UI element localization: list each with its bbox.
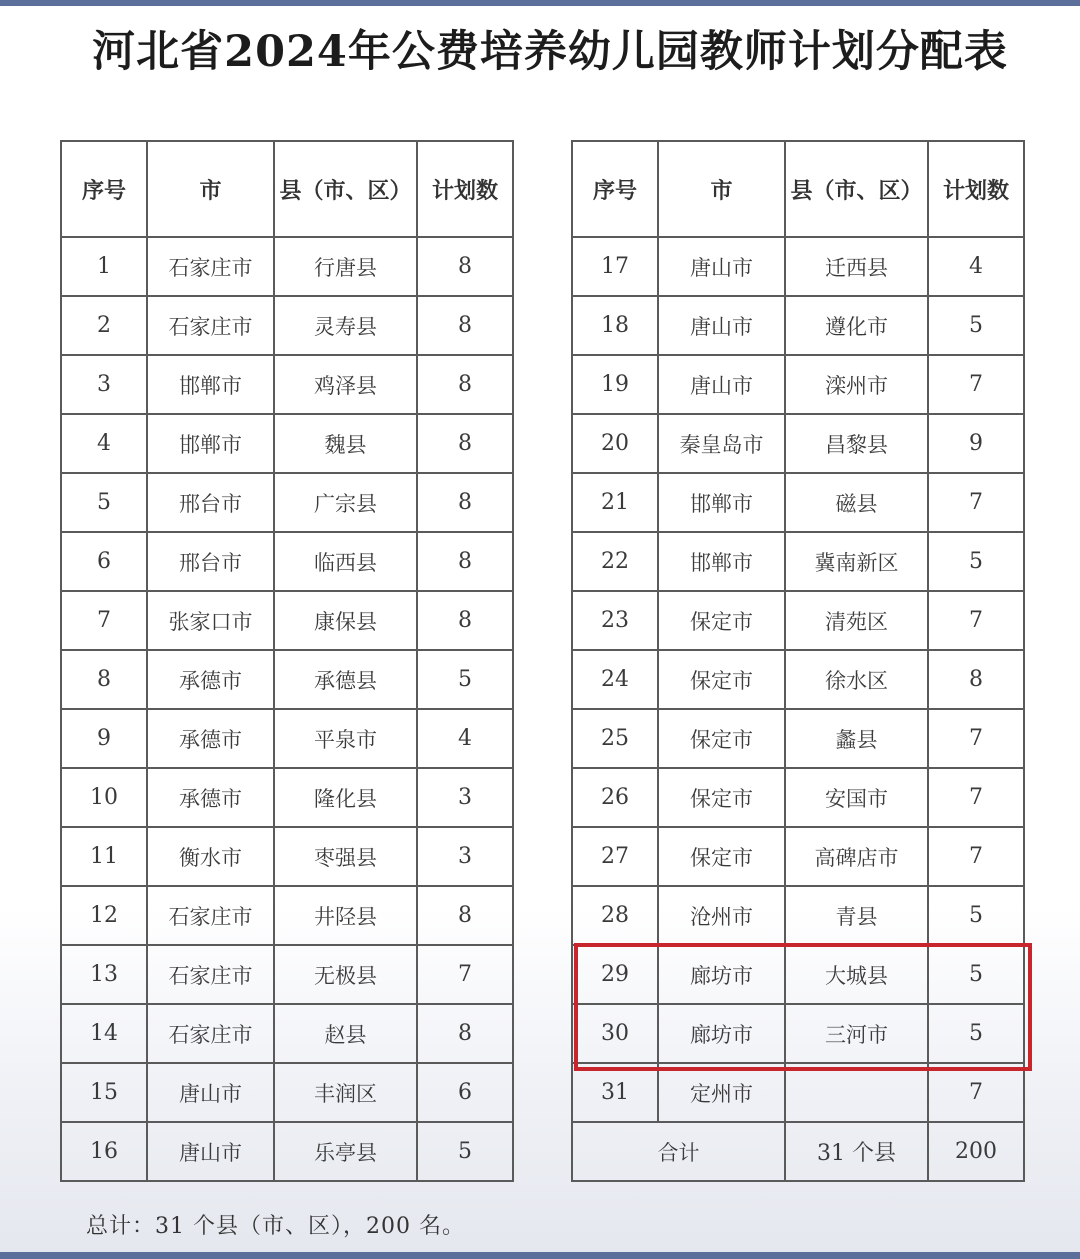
cell-plan: 8 xyxy=(417,591,513,650)
cell-county: 高碑店市 xyxy=(785,827,928,886)
cell-county xyxy=(785,1063,928,1122)
table-row xyxy=(572,296,1024,355)
cell-county: 枣强县 xyxy=(274,827,417,886)
cell-plan: 5 xyxy=(928,1004,1024,1063)
table-row xyxy=(572,473,1024,532)
cell-plan: 8 xyxy=(417,1004,513,1063)
cell-seq: 29 xyxy=(572,945,658,1004)
table-row xyxy=(61,532,513,591)
cell-seq: 7 xyxy=(61,591,147,650)
total-counties: 31 个县 xyxy=(785,1122,928,1181)
cell-city: 保定市 xyxy=(658,650,785,709)
cell-city: 邯郸市 xyxy=(658,532,785,591)
cell-seq: 14 xyxy=(61,1004,147,1063)
cell-city: 秦皇岛市 xyxy=(658,414,785,473)
header-city: 市 xyxy=(147,141,274,237)
cell-seq: 6 xyxy=(61,532,147,591)
cell-city: 保定市 xyxy=(658,768,785,827)
table-header-row xyxy=(572,141,1024,237)
cell-city: 邢台市 xyxy=(147,532,274,591)
cell-plan: 3 xyxy=(417,827,513,886)
cell-seq: 5 xyxy=(61,473,147,532)
cell-county: 磁县 xyxy=(785,473,928,532)
table-row xyxy=(61,473,513,532)
cell-plan: 5 xyxy=(417,650,513,709)
cell-county: 大城县 xyxy=(785,945,928,1004)
cell-plan: 8 xyxy=(417,296,513,355)
cell-seq: 17 xyxy=(572,237,658,296)
table-header-row xyxy=(61,141,513,237)
table-row xyxy=(572,414,1024,473)
cell-county: 广宗县 xyxy=(274,473,417,532)
total-label: 合计 xyxy=(572,1122,785,1181)
cell-plan: 8 xyxy=(417,414,513,473)
header-city: 市 xyxy=(658,141,785,237)
cell-seq: 15 xyxy=(61,1063,147,1122)
cell-county: 丰润区 xyxy=(274,1063,417,1122)
cell-seq: 16 xyxy=(61,1122,147,1181)
cell-seq: 4 xyxy=(61,414,147,473)
table-row xyxy=(572,709,1024,768)
cell-city: 唐山市 xyxy=(658,237,785,296)
cell-city: 石家庄市 xyxy=(147,886,274,945)
cell-seq: 2 xyxy=(61,296,147,355)
cell-county: 滦州市 xyxy=(785,355,928,414)
cell-city: 石家庄市 xyxy=(147,1004,274,1063)
cell-seq: 31 xyxy=(572,1063,658,1122)
cell-county: 乐亭县 xyxy=(274,1122,417,1181)
cell-seq: 8 xyxy=(61,650,147,709)
cell-city: 唐山市 xyxy=(658,355,785,414)
table-row xyxy=(572,945,1024,1004)
cell-seq: 13 xyxy=(61,945,147,1004)
table-row xyxy=(61,886,513,945)
cell-county: 魏县 xyxy=(274,414,417,473)
cell-county: 三河市 xyxy=(785,1004,928,1063)
cell-seq: 12 xyxy=(61,886,147,945)
header-plan: 计划数 xyxy=(928,141,1024,237)
cell-seq: 25 xyxy=(572,709,658,768)
cell-city: 邯郸市 xyxy=(147,414,274,473)
cell-seq: 20 xyxy=(572,414,658,473)
cell-city: 衡水市 xyxy=(147,827,274,886)
cell-county: 无极县 xyxy=(274,945,417,1004)
cell-seq: 19 xyxy=(572,355,658,414)
cell-county: 赵县 xyxy=(274,1004,417,1063)
cell-county: 迁西县 xyxy=(785,237,928,296)
cell-county: 临西县 xyxy=(274,532,417,591)
table-row xyxy=(572,355,1024,414)
table-row xyxy=(61,355,513,414)
cell-county: 安国市 xyxy=(785,768,928,827)
table-row xyxy=(572,768,1024,827)
cell-city: 石家庄市 xyxy=(147,296,274,355)
cell-seq: 22 xyxy=(572,532,658,591)
cell-plan: 5 xyxy=(928,945,1024,1004)
cell-seq: 3 xyxy=(61,355,147,414)
cell-city: 保定市 xyxy=(658,591,785,650)
header-county: 县（市、区） xyxy=(785,141,928,237)
header-plan: 计划数 xyxy=(417,141,513,237)
cell-plan: 5 xyxy=(417,1122,513,1181)
cell-seq: 21 xyxy=(572,473,658,532)
cell-plan: 7 xyxy=(417,945,513,1004)
table-row xyxy=(572,237,1024,296)
table-row xyxy=(61,1004,513,1063)
cell-plan: 8 xyxy=(417,473,513,532)
table-row xyxy=(572,591,1024,650)
total-plan: 200 xyxy=(928,1122,1024,1181)
allocation-table-right xyxy=(571,140,1025,1182)
cell-plan: 5 xyxy=(928,532,1024,591)
table-row xyxy=(61,237,513,296)
cell-county: 隆化县 xyxy=(274,768,417,827)
cell-city: 唐山市 xyxy=(658,296,785,355)
table-row xyxy=(572,1063,1024,1122)
cell-city: 唐山市 xyxy=(147,1063,274,1122)
cell-plan: 8 xyxy=(417,237,513,296)
cell-plan: 3 xyxy=(417,768,513,827)
cell-plan: 7 xyxy=(928,355,1024,414)
cell-city: 定州市 xyxy=(658,1063,785,1122)
table-row xyxy=(61,768,513,827)
cell-seq: 18 xyxy=(572,296,658,355)
cell-seq: 28 xyxy=(572,886,658,945)
allocation-table-left xyxy=(60,140,514,1182)
cell-plan: 7 xyxy=(928,473,1024,532)
cell-seq: 26 xyxy=(572,768,658,827)
cell-city: 承德市 xyxy=(147,768,274,827)
cell-seq: 1 xyxy=(61,237,147,296)
cell-county: 冀南新区 xyxy=(785,532,928,591)
footnote: 总计：31 个县（市、区），200 名。 xyxy=(86,1214,465,1239)
cell-city: 廊坊市 xyxy=(658,1004,785,1063)
cell-plan: 8 xyxy=(417,532,513,591)
table-row xyxy=(61,1063,513,1122)
cell-city: 张家口市 xyxy=(147,591,274,650)
cell-city: 唐山市 xyxy=(147,1122,274,1181)
cell-county: 蠡县 xyxy=(785,709,928,768)
cell-county: 青县 xyxy=(785,886,928,945)
cell-plan: 7 xyxy=(928,591,1024,650)
table-row xyxy=(572,1004,1024,1063)
table-row xyxy=(61,296,513,355)
table-row xyxy=(572,650,1024,709)
cell-plan: 4 xyxy=(417,709,513,768)
cell-city: 保定市 xyxy=(658,827,785,886)
cell-city: 廊坊市 xyxy=(658,945,785,1004)
table-row xyxy=(572,886,1024,945)
table-row xyxy=(61,650,513,709)
cell-seq: 9 xyxy=(61,709,147,768)
table-row xyxy=(61,945,513,1004)
cell-county: 徐水区 xyxy=(785,650,928,709)
table-row xyxy=(572,827,1024,886)
header-seq: 序号 xyxy=(61,141,147,237)
cell-plan: 9 xyxy=(928,414,1024,473)
cell-county: 平泉市 xyxy=(274,709,417,768)
cell-city: 保定市 xyxy=(658,709,785,768)
cell-seq: 23 xyxy=(572,591,658,650)
table-row xyxy=(61,709,513,768)
header-county: 县（市、区） xyxy=(274,141,417,237)
cell-county: 昌黎县 xyxy=(785,414,928,473)
cell-county: 灵寿县 xyxy=(274,296,417,355)
cell-county: 行唐县 xyxy=(274,237,417,296)
bottom-frame-bar xyxy=(0,1252,1080,1259)
cell-city: 邯郸市 xyxy=(147,355,274,414)
page-title: 河北省2024年公费培养幼儿园教师计划分配表 xyxy=(92,27,1008,77)
cell-plan: 7 xyxy=(928,709,1024,768)
table-row xyxy=(61,827,513,886)
cell-county: 遵化市 xyxy=(785,296,928,355)
cell-plan: 5 xyxy=(928,296,1024,355)
cell-seq: 30 xyxy=(572,1004,658,1063)
cell-city: 石家庄市 xyxy=(147,945,274,1004)
cell-plan: 4 xyxy=(928,237,1024,296)
table-row xyxy=(61,1122,513,1181)
cell-seq: 27 xyxy=(572,827,658,886)
header-seq: 序号 xyxy=(572,141,658,237)
cell-seq: 10 xyxy=(61,768,147,827)
cell-plan: 7 xyxy=(928,768,1024,827)
cell-city: 沧州市 xyxy=(658,886,785,945)
cell-county: 鸡泽县 xyxy=(274,355,417,414)
cell-city: 承德市 xyxy=(147,650,274,709)
cell-seq: 11 xyxy=(61,827,147,886)
top-frame-bar xyxy=(0,0,1080,6)
cell-plan: 6 xyxy=(417,1063,513,1122)
cell-city: 承德市 xyxy=(147,709,274,768)
cell-city: 邢台市 xyxy=(147,473,274,532)
cell-city: 石家庄市 xyxy=(147,237,274,296)
cell-county: 清苑区 xyxy=(785,591,928,650)
cell-plan: 7 xyxy=(928,1063,1024,1122)
table-row xyxy=(61,414,513,473)
cell-plan: 8 xyxy=(417,355,513,414)
cell-plan: 5 xyxy=(928,886,1024,945)
cell-county: 康保县 xyxy=(274,591,417,650)
cell-county: 承德县 xyxy=(274,650,417,709)
cell-city: 邯郸市 xyxy=(658,473,785,532)
cell-county: 井陉县 xyxy=(274,886,417,945)
table-row xyxy=(61,591,513,650)
cell-plan: 8 xyxy=(928,650,1024,709)
cell-plan: 7 xyxy=(928,827,1024,886)
total-row xyxy=(572,1122,1024,1181)
cell-seq: 24 xyxy=(572,650,658,709)
table-row xyxy=(572,532,1024,591)
cell-plan: 8 xyxy=(417,886,513,945)
